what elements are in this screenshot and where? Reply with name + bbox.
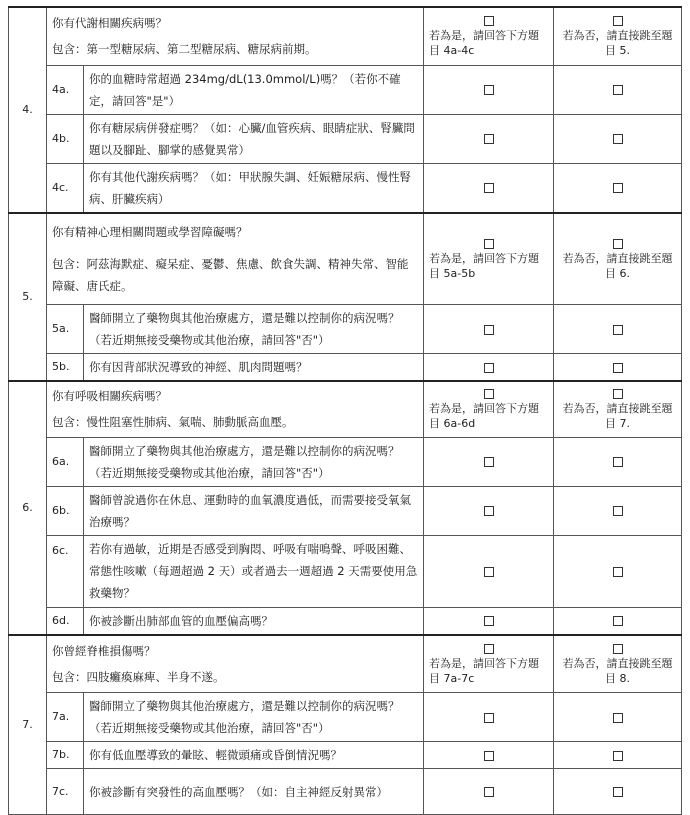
no-checkbox-cell[interactable] (554, 742, 682, 769)
yes-checkbox-cell[interactable] (424, 693, 554, 742)
no-checkbox[interactable] (613, 85, 623, 95)
question-text: 你有精神心理相關問題或學習障礙嗎？ (52, 224, 248, 239)
no-checkbox[interactable] (613, 787, 623, 797)
yes-checkbox-cell[interactable] (424, 486, 554, 535)
yes-checkbox[interactable] (484, 325, 494, 335)
subquestion-text: 你有其他代謝疾病嗎？（如：甲狀腺失調、妊娠糖尿病、慢性腎病、肝臟疾病） (84, 163, 424, 213)
subquestion-row (9, 486, 682, 535)
no-checkbox[interactable] (613, 644, 623, 654)
no-checkbox[interactable] (613, 183, 623, 193)
subquestion-id: 6d. (47, 607, 84, 635)
subquestion-text: 你被診斷出肺部血管的血壓偏高嗎？ (84, 607, 424, 635)
no-checkbox[interactable] (613, 16, 623, 26)
yes-checkbox[interactable] (484, 239, 494, 249)
section-6-header-row (9, 381, 682, 437)
no-checkbox-cell[interactable] (554, 114, 682, 163)
yes-instruction: 若為是，請回答下方題目 5a-5b (429, 251, 539, 280)
no-instruction: 若為否，請直接跳至題目 7. (562, 402, 673, 431)
subquestion-id: 7a. (47, 693, 84, 742)
section-4-header-row (9, 7, 682, 65)
yes-checkbox-cell[interactable] (424, 354, 554, 382)
no-checkbox[interactable] (613, 457, 623, 467)
health-questionnaire-table (8, 6, 682, 815)
subquestion-id: 5b. (47, 354, 84, 382)
no-checkbox[interactable] (613, 239, 623, 249)
subquestion-id: 4b. (47, 114, 84, 163)
subquestion-text: 醫師開立了藥物與其他治療處方，還是難以控制你的病況嗎？（若近期無接受藥物或其他治療，請回答"否"） (84, 693, 424, 742)
no-checkbox[interactable] (613, 567, 623, 577)
question-text: 你有代謝相關疾病嗎？ (52, 16, 167, 31)
yes-checkbox[interactable] (484, 183, 494, 193)
subquestion-text: 你有低血壓導致的暈眩、輕微頭痛或昏倒情況嗎？ (84, 742, 424, 769)
subquestion-text: 你有糖尿病併發症嗎？（如：心臟/血管疾病、眼睛症狀、腎臟問題以及腳趾、腳掌的感覺異常） (84, 114, 424, 163)
no-option[interactable] (554, 7, 682, 65)
subquestion-row (9, 693, 682, 742)
subquestion-id: 7c. (47, 769, 84, 815)
section-number: 6. (9, 381, 47, 635)
yes-checkbox-cell[interactable] (424, 114, 554, 163)
no-checkbox[interactable] (613, 325, 623, 335)
no-option[interactable] (554, 635, 682, 693)
section-number: 5. (9, 213, 47, 382)
yes-instruction: 若為是，請回答下方題目 4a-4c (429, 29, 539, 58)
no-checkbox-cell[interactable] (554, 693, 682, 742)
no-checkbox-cell[interactable] (554, 607, 682, 635)
section-question (47, 381, 424, 437)
yes-instruction: 若為是，請回答下方題目 6a-6d (429, 402, 539, 431)
subquestion-text: 你被診斷有突發性的高血壓嗎？（如：自主神經反射異常） (84, 769, 424, 815)
subquestion-row (9, 305, 682, 354)
yes-checkbox[interactable] (484, 16, 494, 26)
subquestion-row (9, 114, 682, 163)
no-option[interactable] (554, 381, 682, 437)
no-checkbox[interactable] (613, 506, 623, 516)
yes-checkbox[interactable] (484, 713, 494, 723)
yes-checkbox[interactable] (484, 457, 494, 467)
yes-checkbox-cell[interactable] (424, 163, 554, 213)
subquestion-text: 醫師曾說過你在休息、運動時的血氧濃度過低，而需要接受氧氣治療嗎？ (84, 486, 424, 535)
includes-text: 包含：四肢癱瘓麻痺、半身不遂。 (52, 669, 225, 684)
section-7-header-row (9, 635, 682, 693)
yes-checkbox-cell[interactable] (424, 305, 554, 354)
subquestion-id: 6b. (47, 486, 84, 535)
yes-option[interactable] (424, 7, 554, 65)
subquestion-text: 醫師開立了藥物與其他治療處方，還是難以控制你的病況嗎？（若近期無接受藥物或其他治療，請回答"否"） (84, 305, 424, 354)
no-checkbox[interactable] (613, 713, 623, 723)
section-question (47, 635, 424, 693)
yes-checkbox[interactable] (484, 567, 494, 577)
subquestion-id: 4a. (47, 65, 84, 114)
subquestion-row (9, 607, 682, 635)
includes-text: 包含：阿茲海默症、癡呆症、憂鬱、焦慮、飲食失調、精神失常、智能障礙、唐氏症。 (52, 256, 409, 293)
yes-checkbox[interactable] (484, 644, 494, 654)
no-checkbox[interactable] (613, 616, 623, 626)
no-instruction: 若為否，請直接跳至題目 8. (562, 656, 673, 685)
question-text: 你曾經脊椎損傷嗎？ (52, 643, 156, 658)
yes-option[interactable] (424, 213, 554, 305)
subquestion-row (9, 65, 682, 114)
no-checkbox-cell[interactable] (554, 305, 682, 354)
no-checkbox-cell[interactable] (554, 65, 682, 114)
no-instruction: 若為否，請直接跳至題目 5. (562, 29, 673, 58)
subquestion-id: 6a. (47, 437, 84, 486)
subquestion-row (9, 535, 682, 607)
includes-text: 包含：第一型糖尿病、第二型糖尿病、糖尿病前期。 (52, 42, 317, 57)
yes-instruction: 若為是，請回答下方題目 7a-7c (429, 656, 539, 685)
subquestion-id: 7b. (47, 742, 84, 769)
subquestion-row (9, 354, 682, 382)
question-text: 你有呼吸相關疾病嗎？ (52, 389, 167, 404)
subquestion-text: 醫師開立了藥物與其他治療處方，還是難以控制你的病況嗎？（若近期無接受藥物或其他治療，請回答"否"） (84, 437, 424, 486)
subquestion-id: 4c. (47, 163, 84, 213)
yes-checkbox[interactable] (484, 389, 494, 399)
no-checkbox-cell[interactable] (554, 354, 682, 382)
subquestion-text: 你有因背部狀況導致的神經、肌肉問題嗎？ (84, 354, 424, 382)
yes-option[interactable] (424, 381, 554, 437)
no-checkbox[interactable] (613, 389, 623, 399)
yes-checkbox[interactable] (484, 363, 494, 373)
yes-checkbox[interactable] (484, 134, 494, 144)
no-checkbox[interactable] (613, 363, 623, 373)
yes-checkbox[interactable] (484, 506, 494, 516)
yes-checkbox-cell[interactable] (424, 742, 554, 769)
subquestion-text: 若你有過敏，近期是否感受到胸悶、呼吸有喘鳴聲、呼吸困難、常態性咳嗽（每週超過 2 天）或者過去一週超過 2 天需要使用急救藥物？ (84, 535, 424, 607)
no-instruction: 若為否，請直接跳至題目 6. (562, 251, 673, 280)
yes-checkbox-cell[interactable] (424, 607, 554, 635)
yes-checkbox[interactable] (484, 751, 494, 761)
no-checkbox[interactable] (613, 134, 623, 144)
no-checkbox-cell[interactable] (554, 437, 682, 486)
yes-checkbox[interactable] (484, 85, 494, 95)
subquestion-row (9, 163, 682, 213)
no-option[interactable] (554, 213, 682, 305)
subquestion-row (9, 742, 682, 769)
subquestion-id: 6c. (47, 535, 84, 607)
yes-checkbox-cell[interactable] (424, 65, 554, 114)
section-number: 7. (9, 635, 47, 815)
yes-checkbox-cell[interactable] (424, 535, 554, 607)
section-number: 4. (9, 7, 47, 213)
subquestion-row (9, 437, 682, 486)
section-question (47, 213, 424, 305)
includes-text: 包含：慢性阻塞性肺病、氣喘、肺動脈高血壓。 (52, 415, 294, 430)
yes-checkbox-cell[interactable] (424, 437, 554, 486)
no-checkbox-cell[interactable] (554, 486, 682, 535)
no-checkbox-cell[interactable] (554, 163, 682, 213)
yes-checkbox[interactable] (484, 616, 494, 626)
no-checkbox-cell[interactable] (554, 535, 682, 607)
section-5-header-row (9, 213, 682, 305)
yes-checkbox[interactable] (484, 787, 494, 797)
subquestion-id: 5a. (47, 305, 84, 354)
subquestion-text: 你的血糖時常超過 234mg/dL(13.0mmol/L)嗎？（若你不確定，請回答"是"） (84, 65, 424, 114)
yes-option[interactable] (424, 635, 554, 693)
no-checkbox[interactable] (613, 751, 623, 761)
section-question (47, 7, 424, 65)
